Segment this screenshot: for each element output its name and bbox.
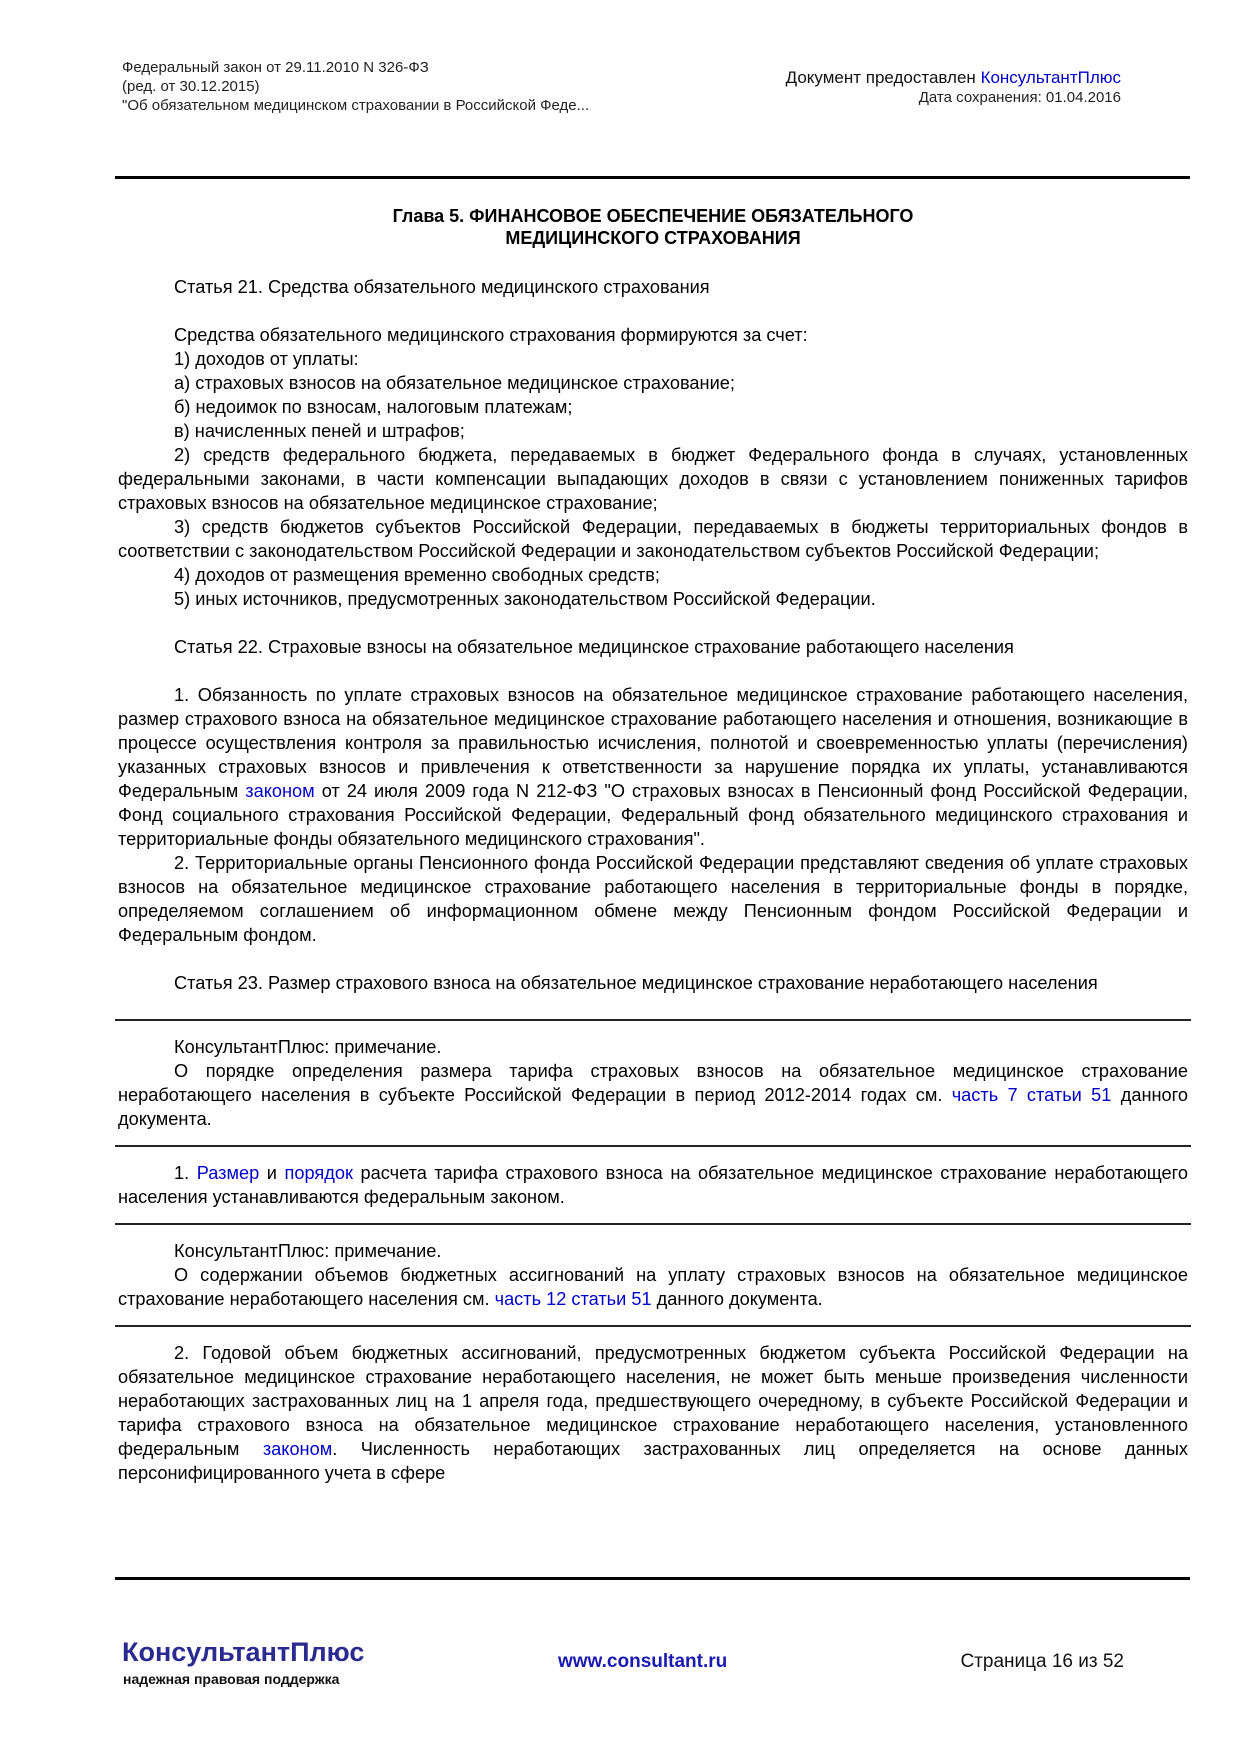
article-21-paragraph: 4) доходов от размещения временно свободных средств;: [174, 565, 660, 585]
paragraph-text: 1. Обязанность по уплате страховых взносов на обязательное медицинское страхование работающего населения, размер страхового взноса на обязательное медицинское страхование работающего населения и отношения, возникающие в процессе осуществления контроля за правильностью исчисления, полнотой и своевременностью уплаты (перечисления) указанных страховых взносов и привлечения к ответственности за нарушение порядка их уплаты, устанавливаются Федеральным: [118, 685, 1188, 801]
article-22-paragraph-1: [118, 683, 1188, 851]
procedure-link[interactable]: порядок: [284, 1163, 353, 1183]
article-22-title: Статья 22. Страховые взносы на обязательное медицинское страхование работающего населения: [174, 637, 1014, 657]
chapter-heading: [118, 205, 1188, 249]
federal-law-link[interactable]: законом: [262, 1439, 333, 1459]
paragraph-text: от 24 июля 2009 года N 212-ФЗ "О страховых взносах в Пенсионный фонд Российской Федерации, Фонд социального страхования Российской Федерации, Федеральный фонд обязательного медицинского страхования и территориальные фонды обязательного медицинского страхования".: [118, 781, 1188, 849]
footer-divider: [115, 1577, 1190, 1580]
article-21-paragraph: 5) иных источников, предусмотренных законодательством Российской Федерации.: [174, 589, 876, 609]
document-header-info: [122, 58, 589, 115]
paragraph-number: 1.: [174, 1163, 190, 1183]
paragraph-text: расчета тарифа страхового взноса на обязательное медицинское страхование неработающего населения устанавливаются федеральным законом.: [118, 1163, 1188, 1207]
article-21-paragraph: 3) средств бюджетов субъектов Российской Федерации, передаваемых в бюджеты территориальных фондов в соответствии с законодательством Российской Федерации и законодательством субъектов Российской Федерации;: [118, 517, 1188, 561]
page-number: Страница 16 из 52: [960, 1651, 1124, 1672]
note-text: данного документа.: [118, 1085, 1188, 1129]
paragraph-text: . Численность неработающих застрахованных лиц определяется на основе данных персонифицированного учета в сфере: [118, 1439, 1188, 1483]
consultant-note-label: КонсультантПлюс: примечание.: [174, 1241, 442, 1261]
consultant-tagline: надежная правовая поддержка: [123, 1671, 340, 1687]
consultant-logo: КонсультантПлюс: [122, 1637, 365, 1667]
note-text: О содержании объемов бюджетных ассигнований на уплату страховых взносов на обязательное медицинское страхование неработающего населения см.: [118, 1265, 1188, 1309]
law-212-link[interactable]: законом: [245, 781, 315, 801]
article-23-paragraph-1: [118, 1161, 1188, 1209]
article-21-paragraph: 2) средств федерального бюджета, передаваемых в бюджет Федерального фонда в случаях, установленных федеральными законами, в части компенсации выпадающих доходов в связи с установлением пониженных тарифов страховых взносов на обязательное медицинское страхование;: [118, 445, 1188, 513]
note-text: О порядке определения размера тарифа страховых взносов на обязательное медицинское страхование неработающего населения в субъекте Российской Федерации в период 2012-2014 годах см.: [118, 1061, 1188, 1105]
provided-by-label: Документ предоставлен: [785, 68, 976, 87]
consultant-note-label: КонсультантПлюс: примечание.: [174, 1037, 442, 1057]
chapter-heading-line2: МЕДИЦИНСКОГО СТРАХОВАНИЯ: [505, 228, 801, 248]
article-21-title: Статья 21. Средства обязательного медицинского страхования: [174, 277, 710, 297]
saved-date: Дата сохранения: 01.04.2016: [918, 89, 1121, 106]
note-text: данного документа.: [656, 1289, 823, 1309]
header-divider: [115, 176, 1190, 179]
article-21-item: б) недоимок по взносам, налоговым платежам;: [174, 397, 573, 417]
article-21-item: 1) доходов от уплаты:: [174, 349, 359, 369]
article-23-title: Статья 23. Размер страхового взноса на обязательное медицинское страхование неработающего населения: [174, 973, 1098, 993]
article-21-item: в) начисленных пеней и штрафов;: [174, 421, 465, 441]
article-21-item: а) страховых взносов на обязательное медицинское страхование;: [174, 373, 735, 393]
consultant-note-text: [118, 1263, 1188, 1311]
paragraph-text: и: [266, 1163, 277, 1183]
provider-brand-link[interactable]: КонсультантПлюс: [980, 68, 1121, 87]
part-12-article-51-link[interactable]: часть 12 статьи 51: [494, 1289, 652, 1309]
law-name-line: "Об обязательном медицинском страховании в Российской Феде...: [122, 97, 590, 114]
chapter-heading-line1: Глава 5. ФИНАНСОВОЕ ОБЕСПЕЧЕНИЕ ОБЯЗАТЕЛЬНОГО: [392, 206, 914, 226]
size-link[interactable]: Размер: [196, 1163, 260, 1183]
paragraph-text: 2. Годовой объем бюджетных ассигнований, предусмотренных бюджетом субъекта Российской Федерации на обязательное медицинское страхование неработающего населения, не может быть меньше произведения численности неработающих застрахованных лиц на 1 апреля года, предшествующего очередному, в субъекте Российской Федерации и тарифа страхового взноса на обязательное медицинское страхование неработающего населения, установленного федеральным: [118, 1343, 1188, 1459]
website-link[interactable]: www.consultant.ru: [558, 1651, 728, 1672]
article-22-paragraph-2: 2. Территориальные органы Пенсионного фонда Российской Федерации представляют сведения об уплате страховых взносов на обязательное медицинское страхование работающего населения в территориальные фонды в порядке, определяемом соглашением об информационном обмене между Пенсионным фондом Российской Федерации и Федеральным фондом.: [118, 853, 1188, 945]
consultant-note-text: [118, 1059, 1188, 1131]
law-revision-line: (ред. от 30.12.2015): [122, 78, 260, 95]
document-body: [118, 205, 1188, 1485]
part-7-article-51-link[interactable]: часть 7 статьи 51: [951, 1085, 1112, 1105]
article-23-paragraph-2: [118, 1341, 1188, 1485]
law-title-line: Федеральный закон от 29.11.2010 N 326-ФЗ: [122, 59, 429, 76]
article-21-intro: Средства обязательного медицинского страхования формируются за счет:: [174, 325, 808, 345]
provider-info: [786, 68, 1121, 108]
